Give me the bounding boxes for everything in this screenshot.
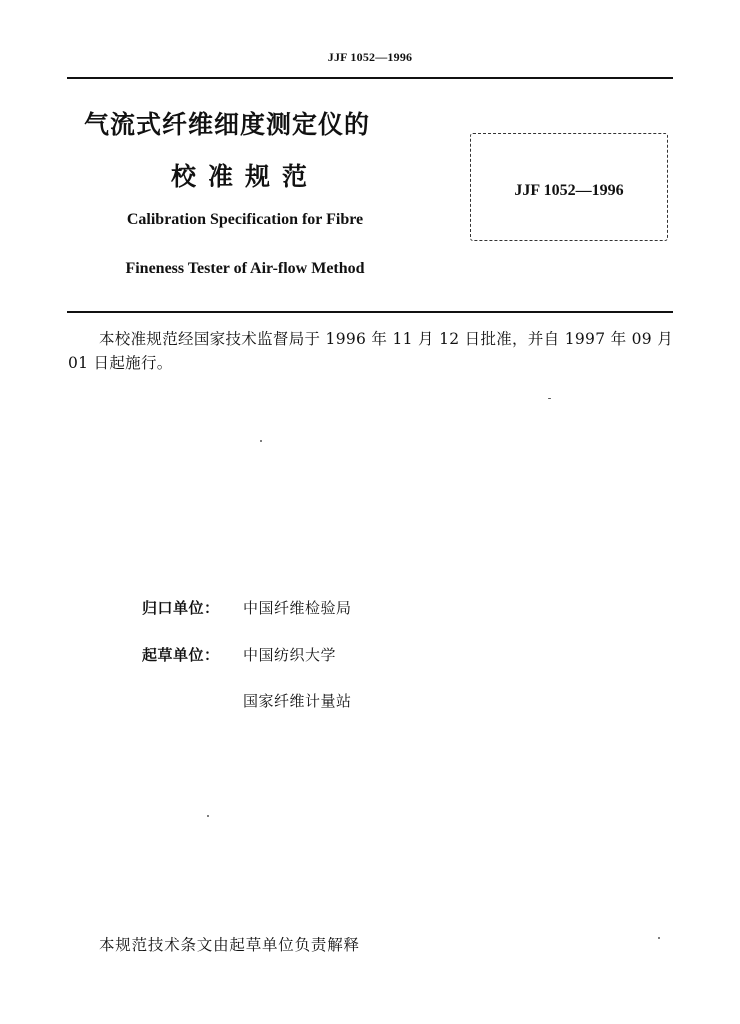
approval-paragraph: 本校准规范经国家技术监督局于 1996 年 11 月 12 日批准，并自 1997 年 09 月 01 日起施行。: [68, 330, 673, 372]
code-stamp-text: JJF 1052—1996: [514, 182, 624, 199]
header-rule: [67, 77, 673, 79]
print-speck: [548, 398, 551, 399]
print-speck: [260, 440, 262, 442]
header-code: JJF 1052—1996: [327, 50, 413, 64]
responsible-unit-value: 中国纤维检验局: [243, 599, 352, 617]
title-chinese-line2: 校准规范: [170, 162, 319, 191]
drafting-unit-value: 中国纺织大学: [243, 646, 337, 664]
title-english-line2: Fineness Tester of Air-flow Method: [125, 260, 365, 277]
drafting-unit-row: [142, 644, 220, 665]
title-english-line1: Calibration Specification for Fibre: [126, 211, 364, 228]
drafting-unit-value-1-box: [243, 644, 336, 665]
drafting-unit-value: 国家纤维计量站: [243, 692, 352, 710]
footer-note: 本规范技术条文由起草单位负责解释: [99, 936, 360, 954]
drafting-unit-value-2-box: [243, 690, 352, 711]
responsible-unit-row: [142, 597, 220, 618]
print-speck: [207, 815, 209, 817]
title-chinese-line1: 气流式纤维细度测定仪的: [84, 110, 371, 139]
responsible-unit-label: 归口单位：: [142, 599, 220, 617]
print-speck: [658, 937, 660, 939]
drafting-unit-label: 起草单位：: [142, 646, 220, 664]
responsible-unit-value-box: [243, 597, 352, 618]
title-rule: [67, 311, 673, 313]
